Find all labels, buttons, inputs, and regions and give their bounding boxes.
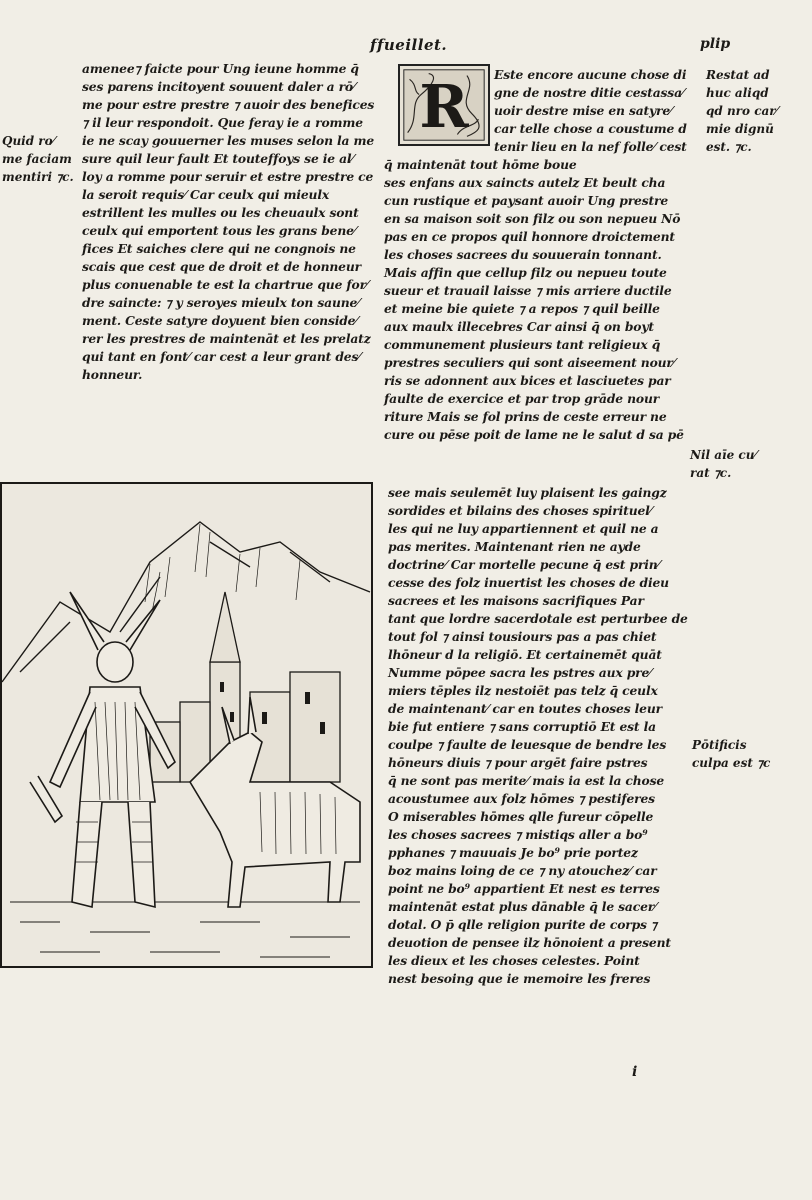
right-margin-note-top (706, 66, 778, 156)
text-line: qui tant en font⁄ car cest a leur grant des⁄ (82, 349, 361, 364)
margin-note-line: huc aliqd (706, 86, 769, 100)
text-line: Este encore aucune chose di (494, 67, 687, 82)
margin-note-line: Nil aīe cu⁄ (690, 448, 757, 462)
text-line: O miserables hōmes qlle fureur cōpelle (388, 809, 654, 824)
text-line: scais que cest que de droit et de honneur (82, 259, 361, 274)
text-line: sure quil leur fault Et touteffoys se ie al⁄ (82, 151, 354, 166)
text-line: point ne bo⁹ appartient Et nest es terres (388, 881, 660, 896)
text-line: ment. Ceste satyre doyuent bien conside⁄ (82, 313, 358, 328)
text-line: coulpe ⁊ faulte de leuesque de bendre les (388, 737, 667, 752)
text-line: riture Mais se fol prins de ceste erreur ne (384, 409, 667, 424)
text-line: see mais seulemēt luy plaisent les gaingz (388, 485, 667, 500)
right-main-text-column (384, 156, 686, 444)
text-line: ses enfans aux saincts autelz Et beult cha (384, 175, 666, 190)
right-margin-note-mid (690, 446, 756, 482)
text-line: les qui ne luy appartiennent et quil ne a (388, 521, 659, 536)
text-line: hōneurs diuis ⁊ pour argēt faire pstres (388, 755, 648, 770)
margin-note-line: Quid ro⁄ (2, 134, 55, 148)
text-line: gne de nostre ditie cestassa⁄ (494, 85, 684, 100)
text-line: tant que lordre sacerdotale est perturbee de (388, 611, 688, 626)
text-line: sacrees et les maisons sacrifiques Par (388, 593, 644, 608)
text-line: miers tēples ilz nestoiēt pas telz q̄ ceulx (388, 683, 658, 698)
signature-mark: i (632, 1064, 638, 1080)
text-line: tout fol ⁊ ainsi tousiours pas a pas chiet (388, 629, 657, 644)
text-line: sordides et bilains des choses spirituel⁄ (388, 503, 652, 518)
text-line: cun rustique et paysant auoir Ung prestre (384, 193, 669, 208)
text-line: Mais affin que cellup filz ou nepueu toute (384, 265, 667, 280)
text-line: sueur et trauail laisse ⁊ mis arriere ductile (384, 283, 672, 298)
text-line: et meine bie quiete ⁊ a repos ⁊ quil beille (384, 301, 660, 316)
text-line: dre saincte: ⁊ y seroyes mieulx ton saune⁄ (82, 295, 360, 310)
right-margin-note-low (692, 736, 770, 772)
text-line: plus conuenable te est la chartrue que for⁄ (82, 277, 368, 292)
text-line: dotal. O p̄ qlle religion purite de corps ⁊ (388, 917, 657, 932)
margin-note-line: mentiri ⁊c. (2, 170, 74, 184)
right-lower-text-column (388, 484, 688, 988)
text-line: ⁊ il leur respondoit. Que feray ie a romme (82, 115, 363, 130)
margin-note-line: Restat ad (706, 68, 770, 82)
right-top-text-column (494, 66, 687, 156)
jester-with-donkey-woodcut-icon (0, 482, 373, 968)
text-line: me pour estre prestre ⁊ auoir des benefices (82, 97, 375, 112)
text-line: Numme pōpee sacra les pstres aux pre⁄ (388, 665, 652, 680)
left-text-column (82, 60, 375, 384)
text-line: acoustumee aux folz hōmes ⁊ pestiferes (388, 791, 655, 806)
text-line: lhōneur d la religiō. Et certainemēt quāt (388, 647, 662, 662)
text-line: q̄ ne sont pas merite⁄ mais ia est la chose (388, 773, 665, 788)
text-line: les choses sacrees du souuerain tonnant. (384, 247, 662, 262)
folio-number: plip (700, 36, 731, 52)
text-line: ie ne scay gouuerner les muses selon la me (82, 133, 375, 148)
margin-note-line: rat ⁊c. (690, 466, 732, 480)
text-line: communement plusieurs tant religieux q̄ (384, 337, 661, 352)
text-line: rer les prestres de maintenāt et les prelatz (82, 331, 371, 346)
text-line: ris se adonnent aux bices et lasciuetes par (384, 373, 671, 388)
text-line: deuotion de pensee ilz hōnoient a present (388, 935, 671, 950)
text-line: en sa maison soit son filz ou son nepueu Nō (384, 211, 681, 226)
text-line: prestres seculiers qui sont aiseement nour⁄ (384, 355, 675, 370)
margin-note-line: qd nro car⁄ (706, 104, 778, 118)
text-line: cure ou pēse poit de lame ne le salut d sa pē (384, 427, 684, 442)
svg-text:R: R (419, 71, 469, 141)
margin-note-line: mie dignū (706, 122, 774, 136)
text-line: loy a romme pour seruir et estre prestre ce (82, 169, 374, 184)
text-line: cesse des folz inuertist les choses de dieu (388, 575, 669, 590)
text-line: amenee⁊ faicte pour Ung ieune homme q̄ (82, 61, 359, 76)
text-line: maintenāt estat plus dānable q̄ le sacer⁄ (388, 899, 656, 914)
margin-note-line: est. ⁊c. (706, 140, 752, 154)
text-line: doctrine⁄ Car mortelle pecune q̄ est prin⁄ (388, 557, 660, 572)
text-line: q̄ maintenāt tout hōme boue (384, 157, 577, 172)
decorated-initial-r-icon (398, 64, 490, 146)
text-line: pas en ce propos quil honnore droictement (384, 229, 675, 244)
margin-note-line: culpa est ⁊c (692, 756, 771, 770)
margin-note-line: Pōtificis (692, 738, 747, 752)
text-line: les choses sacrees ⁊ mistiqs aller a bo⁹ (388, 827, 648, 842)
text-line: bie fut entiere ⁊ sans corruptiō Et est la (388, 719, 656, 734)
text-line: pas merites. Maintenant rien ne ayde (388, 539, 641, 554)
text-line: faulte de exercice et par trop grāde nour (384, 391, 660, 406)
left-margin-note (2, 132, 74, 186)
text-line: la seroit requis⁄ Car ceulx qui mieulx (82, 187, 330, 202)
text-line: ceulx qui emportent tous les grans bene⁄ (82, 223, 356, 238)
margin-note-line: me faciam (2, 152, 72, 166)
text-line: car telle chose a coustume d (494, 121, 687, 136)
text-line: aux maulx illecebres Car ainsi q̄ on boyt (384, 319, 654, 334)
text-line: tenir lieu en la nef folle⁄ cest (494, 139, 687, 154)
text-line: uoir destre mise en satyre⁄ (494, 103, 672, 118)
text-line: nest besoing que ie memoire les freres (388, 971, 651, 986)
text-line: honneur. (82, 367, 143, 382)
text-line: pphanes ⁊ mauuais Je bo⁹ prie portez (388, 845, 638, 860)
text-line: fices Et saiches clere qui ne congnois ne (82, 241, 356, 256)
text-line: estrillent les mulles ou les cheuaulx sont (82, 205, 359, 220)
text-line: de maintenant⁄ car en toutes choses leur (388, 701, 662, 716)
text-line: les dieux et les choses celestes. Point (388, 953, 640, 968)
running-title: ffueillet. (370, 36, 448, 54)
text-line: ses parens incitoyent souuent daler a rō⁄ (82, 79, 355, 94)
text-line: boz mains loing de ce ⁊ ny atouchez⁄ car (388, 863, 657, 878)
